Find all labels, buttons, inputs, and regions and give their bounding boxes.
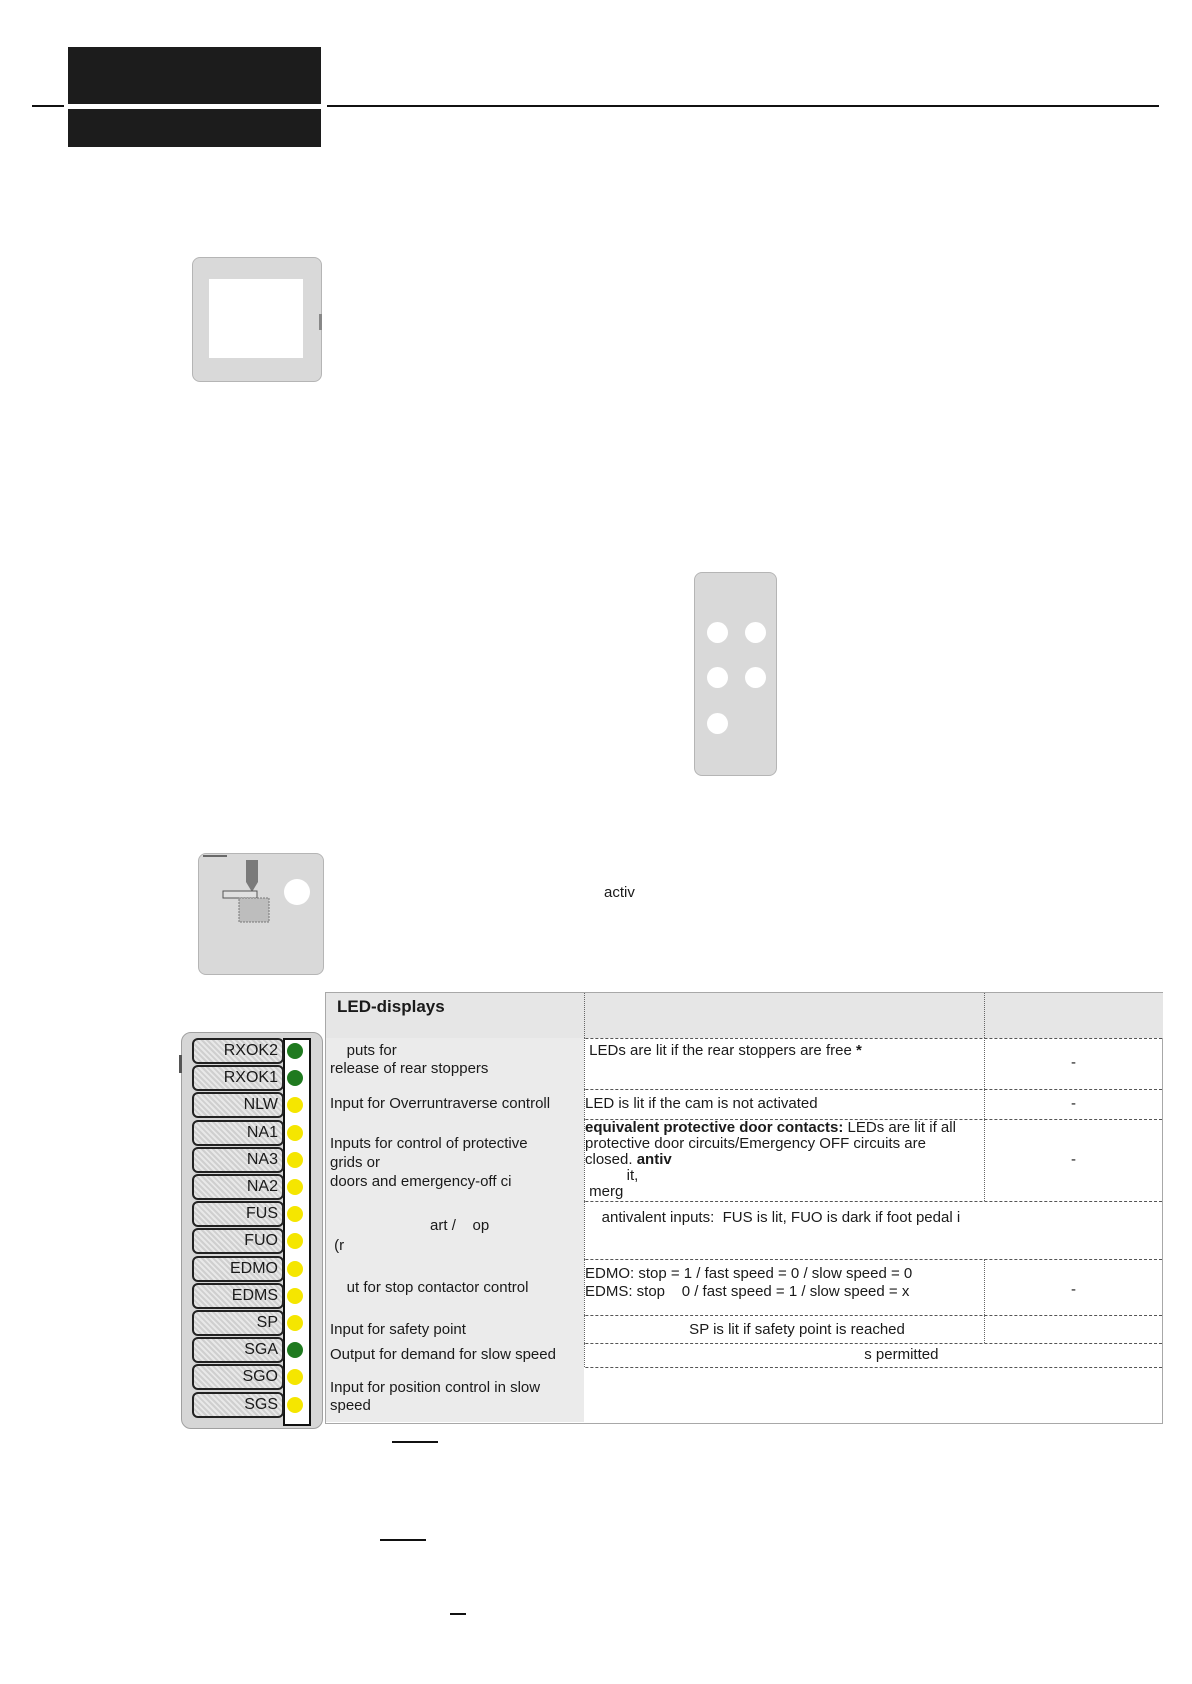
led-column	[283, 1038, 311, 1426]
row-led-meaning: s permitted	[585, 1346, 939, 1363]
row-description: puts for release of rear stoppers	[330, 1042, 489, 1077]
row-led-meaning-text: LEDs are lit if all	[843, 1119, 956, 1136]
row-led-meaning	[585, 1042, 862, 1060]
led-label-edmo: EDMO	[192, 1256, 284, 1282]
led-indicator-rxok1	[287, 1070, 303, 1086]
led-indicator-fus	[287, 1206, 303, 1222]
led-indicator-na1	[287, 1125, 303, 1141]
row-led-meaning-line: merg	[585, 1183, 624, 1200]
row-led-meaning-text: closed.	[585, 1151, 637, 1168]
bold-term: equivalent protective door contacts:	[585, 1119, 844, 1136]
row-led-meaning-line: it,	[585, 1167, 639, 1184]
table-row	[326, 1343, 1162, 1368]
led-indicator-edms	[287, 1288, 303, 1304]
led-indicator-sp	[287, 1315, 303, 1331]
table-header-row	[326, 993, 1162, 1039]
led-indicator-fuo	[287, 1233, 303, 1249]
table-row	[326, 1259, 1162, 1316]
table-row	[326, 1089, 1162, 1120]
press-tool-icon	[199, 854, 323, 974]
led-indicator-rxok2	[287, 1043, 303, 1059]
row-dash: -	[1071, 1095, 1076, 1112]
fragment-activ: activ	[604, 884, 635, 901]
key-dot	[707, 667, 728, 688]
keypad-panel	[694, 572, 777, 776]
display-window	[209, 279, 303, 358]
row-description: ut for stop contactor control	[330, 1279, 529, 1296]
row-led-meaning: SP is lit if safety point is reached	[585, 1321, 905, 1338]
table-row	[326, 1201, 1162, 1260]
table-row	[326, 1119, 1162, 1202]
panel-side-tab	[319, 314, 322, 330]
table-row	[326, 1315, 1162, 1344]
led-indicator-nlw	[287, 1097, 303, 1113]
led-label-edms: EDMS	[192, 1283, 284, 1309]
led-indicator-na3	[287, 1152, 303, 1168]
led-label-sga: SGA	[192, 1337, 284, 1363]
key-dot	[707, 622, 728, 643]
led-label-fuo: FUO	[192, 1228, 284, 1254]
row-description-line: Inputs for control of protective	[330, 1135, 528, 1152]
row-description-line: (r	[330, 1237, 345, 1254]
row-description-line: art / op	[330, 1217, 490, 1234]
header-rule-right	[327, 105, 1159, 107]
led-label-sgs: SGS	[192, 1392, 284, 1418]
led-indicator-sgo	[287, 1369, 303, 1385]
row-dash: -	[1071, 1054, 1076, 1071]
header-black-block-bottom	[68, 109, 321, 147]
led-indicator-sgs	[287, 1397, 303, 1413]
row-description: Input for safety point	[330, 1321, 466, 1338]
row-led-meaning-line: protective door circuits/Emergency OFF circuits are	[585, 1135, 926, 1152]
table-row	[326, 1038, 1162, 1090]
row-dash: -	[1071, 1151, 1076, 1168]
row-description-line: doors and emergency-off ci	[330, 1173, 512, 1190]
key-dot	[745, 622, 766, 643]
led-label-na2: NA2	[192, 1174, 284, 1200]
table-row	[326, 1367, 1162, 1422]
row-description: Input for position control in slow speed	[330, 1379, 541, 1414]
row-dash: -	[1071, 1281, 1076, 1298]
display-panel-icon	[192, 257, 322, 382]
led-displays-table	[325, 992, 1163, 1424]
footnote-star: *	[855, 1042, 862, 1059]
led-label-na3: NA3	[192, 1147, 284, 1173]
led-indicator-sga	[287, 1342, 303, 1358]
key-dot	[707, 713, 728, 734]
row-description: Input for Overruntraverse controll	[330, 1095, 551, 1112]
led-indicator-na2	[287, 1179, 303, 1195]
led-label-rxok1: RXOK1	[192, 1065, 284, 1091]
underline-mark	[380, 1539, 426, 1541]
led-label-sgo: SGO	[192, 1364, 284, 1390]
led-label-rxok2: RXOK2	[192, 1038, 284, 1064]
underline-mark	[450, 1613, 466, 1615]
table-header-title: LED-displays	[337, 997, 445, 1016]
row-description: Output for demand for slow speed	[330, 1346, 556, 1363]
row-led-meaning-line: EDMS: stop 0 / fast speed = 1 / slow speed = x	[585, 1283, 910, 1300]
row-led-meaning-text: LEDs are lit if the rear stoppers are free	[585, 1042, 856, 1059]
led-label-sp: SP	[192, 1310, 284, 1336]
led-indicator-edmo	[287, 1261, 303, 1277]
row-led-meaning: LED is lit if the cam is not activated	[585, 1095, 818, 1112]
row-led-meaning-line: EDMO: stop = 1 / fast speed = 0 / slow speed = 0	[585, 1265, 913, 1282]
underline-mark	[392, 1441, 438, 1443]
strip-left-tab	[179, 1055, 182, 1073]
header-rule-left	[32, 105, 64, 107]
key-dot	[745, 667, 766, 688]
led-label-nlw: NLW	[192, 1092, 284, 1118]
press-tool-panel	[198, 853, 324, 975]
led-label-na1: NA1	[192, 1120, 284, 1146]
header-black-block-top	[68, 47, 321, 104]
row-led-meaning: antivalent inputs: FUS is lit, FUO is dark if foot pedal i	[585, 1209, 961, 1226]
led-label-fus: FUS	[192, 1201, 284, 1227]
bold-term: antiv	[636, 1151, 672, 1168]
row-description-line: grids or	[330, 1154, 381, 1171]
